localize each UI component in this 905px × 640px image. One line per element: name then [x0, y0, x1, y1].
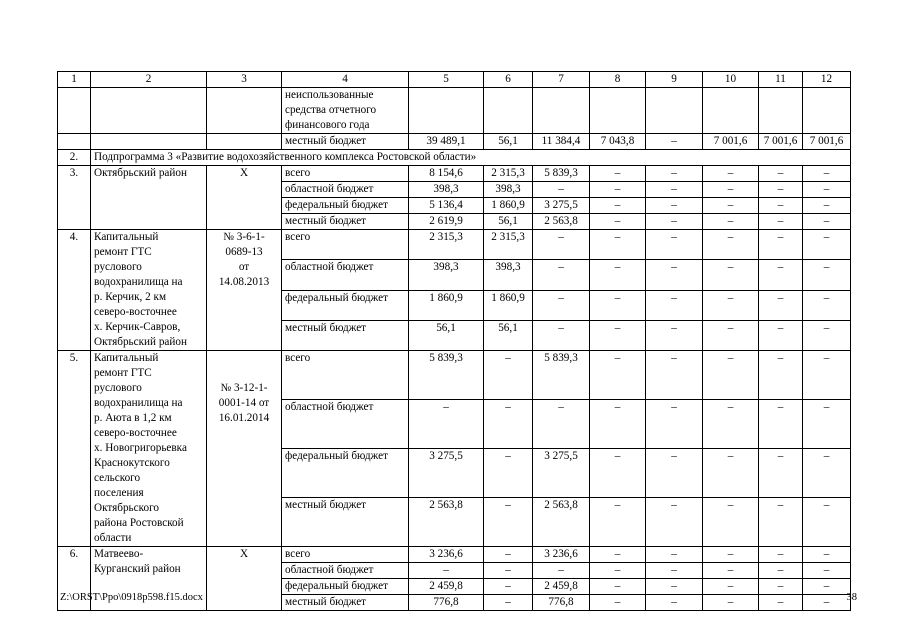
table-cell	[58, 134, 91, 150]
document-ref	[207, 166, 282, 230]
document-ref-line	[210, 351, 278, 366]
column-header: 12	[803, 72, 851, 88]
table-cell	[590, 88, 646, 134]
value-cell: –	[646, 260, 703, 290]
value-cell: 39 489,1	[409, 134, 484, 150]
column-header: 3	[207, 72, 282, 88]
value-cell: 5 839,3	[409, 351, 484, 400]
value-cell: 2 459,8	[409, 579, 484, 595]
value-cell: –	[803, 182, 851, 198]
budget-label: областной бюджет	[282, 260, 409, 290]
table-row	[58, 547, 851, 563]
value-cell: –	[703, 498, 759, 547]
column-header: 5	[409, 72, 484, 88]
value-cell: –	[590, 449, 646, 498]
document-ref-line: 16.01.2014	[218, 412, 270, 424]
value-cell: –	[484, 595, 533, 611]
value-cell: –	[759, 320, 803, 350]
value-cell: –	[703, 563, 759, 579]
table-cell	[207, 134, 282, 150]
column-header: 1	[58, 72, 91, 88]
object-name-line: Октябрьский район	[94, 167, 187, 179]
value-cell: –	[646, 230, 703, 260]
value-cell: –	[703, 290, 759, 320]
value-cell: –	[484, 547, 533, 563]
value-cell: –	[803, 230, 851, 260]
document-ref-line: № 3-6-1-	[223, 231, 265, 243]
value-cell: –	[646, 198, 703, 214]
document-ref	[207, 547, 282, 611]
value-cell: 2 315,3	[484, 166, 533, 182]
table-body	[58, 72, 851, 611]
value-cell: –	[590, 290, 646, 320]
column-header: 7	[533, 72, 590, 88]
value-cell: 2 563,8	[409, 498, 484, 547]
value-cell: 3 236,6	[409, 547, 484, 563]
row-number: 4.	[58, 230, 91, 351]
value-cell: –	[646, 166, 703, 182]
object-name-line: руслового	[94, 382, 142, 394]
value-cell: 776,8	[533, 595, 590, 611]
budget-label: всего	[282, 166, 409, 182]
table-cell	[409, 88, 484, 134]
document-ref-line: 14.08.2013	[218, 276, 270, 288]
value-cell: –	[703, 182, 759, 198]
value-cell: –	[590, 166, 646, 182]
row-description	[282, 88, 409, 134]
value-cell: 3 275,5	[409, 449, 484, 498]
value-cell: –	[803, 563, 851, 579]
value-cell: –	[703, 198, 759, 214]
value-cell: –	[703, 547, 759, 563]
column-header: 10	[703, 72, 759, 88]
column-header: 6	[484, 72, 533, 88]
row-description-line: финансового года	[285, 119, 370, 131]
column-header: 9	[646, 72, 703, 88]
value-cell: –	[759, 214, 803, 230]
header-row	[58, 72, 851, 88]
value-cell: –	[703, 595, 759, 611]
table-cell	[533, 88, 590, 134]
value-cell: 56,1	[484, 320, 533, 350]
row-description-line: средства отчетного	[285, 104, 377, 116]
value-cell: –	[484, 400, 533, 449]
budget-label: федеральный бюджет	[282, 198, 409, 214]
object-name-line: х. Керчик-Савров,	[94, 321, 181, 333]
document-ref-line	[210, 366, 278, 381]
value-cell: –	[803, 351, 851, 400]
value-cell: –	[646, 595, 703, 611]
object-name-line: Капитальный	[94, 352, 159, 364]
value-cell: 7 001,6	[759, 134, 803, 150]
budget-label: всего	[282, 547, 409, 563]
value-cell: 398,3	[484, 182, 533, 198]
value-cell: –	[590, 498, 646, 547]
value-cell: –	[533, 182, 590, 198]
value-cell: –	[590, 182, 646, 198]
value-cell: –	[484, 579, 533, 595]
value-cell: –	[703, 351, 759, 400]
value-cell: –	[646, 547, 703, 563]
budget-label: местный бюджет	[282, 134, 409, 150]
value-cell: 3 275,5	[533, 198, 590, 214]
object-name-line: р. Керчик, 2 км	[94, 291, 167, 303]
budget-label: областной бюджет	[282, 182, 409, 198]
value-cell: –	[646, 563, 703, 579]
value-cell: 5 839,3	[533, 166, 590, 182]
object-name-line: района Ростовской	[94, 517, 184, 529]
value-cell: –	[646, 320, 703, 350]
value-cell: 1 860,9	[484, 198, 533, 214]
value-cell: –	[590, 351, 646, 400]
value-cell: –	[646, 579, 703, 595]
value-cell: –	[590, 260, 646, 290]
value-cell: –	[646, 182, 703, 198]
value-cell: 398,3	[484, 260, 533, 290]
value-cell: –	[703, 449, 759, 498]
value-cell: –	[803, 166, 851, 182]
table-cell	[91, 134, 207, 150]
budget-label: всего	[282, 351, 409, 400]
table-row	[58, 166, 851, 182]
table-row	[58, 351, 851, 400]
value-cell: 1 860,9	[484, 290, 533, 320]
value-cell: –	[646, 290, 703, 320]
value-cell: –	[803, 320, 851, 350]
value-cell: 7 001,6	[703, 134, 759, 150]
value-cell: –	[703, 320, 759, 350]
value-cell: –	[803, 198, 851, 214]
budget-label: областной бюджет	[282, 400, 409, 449]
row-number: 2.	[58, 150, 91, 166]
budget-label: федеральный бюджет	[282, 579, 409, 595]
value-cell: 56,1	[484, 214, 533, 230]
value-cell: 5 839,3	[533, 351, 590, 400]
table-cell	[646, 88, 703, 134]
value-cell: 2 563,8	[533, 214, 590, 230]
value-cell: –	[759, 449, 803, 498]
value-cell: –	[590, 214, 646, 230]
value-cell: 3 275,5	[533, 449, 590, 498]
value-cell: –	[409, 563, 484, 579]
object-name-line: сельского	[94, 472, 141, 484]
object-name-line: северо-восточнее	[94, 306, 177, 318]
value-cell: 2 315,3	[484, 230, 533, 260]
value-cell: –	[646, 400, 703, 449]
object-name-line: ремонт ГТС	[94, 246, 152, 258]
subprogram-title: Подпрограмма 3 «Развитие водохозяйственного комплекса Ростовской области»	[91, 150, 851, 166]
value-cell: –	[759, 230, 803, 260]
table-cell	[91, 88, 207, 134]
column-header: 8	[590, 72, 646, 88]
value-cell: 398,3	[409, 182, 484, 198]
object-name-line: х. Новогригорьевка	[94, 442, 187, 454]
value-cell: –	[703, 166, 759, 182]
object-name-line: Краснокутского	[94, 457, 170, 469]
value-cell: 56,1	[484, 134, 533, 150]
value-cell: –	[590, 400, 646, 449]
value-cell: –	[803, 290, 851, 320]
value-cell: –	[646, 351, 703, 400]
value-cell: –	[484, 449, 533, 498]
value-cell: –	[703, 579, 759, 595]
document-ref-line: № 3-12-1-	[220, 382, 268, 394]
table-cell	[484, 88, 533, 134]
value-cell: 398,3	[409, 260, 484, 290]
value-cell: 11 384,4	[533, 134, 590, 150]
budget-label: местный бюджет	[282, 595, 409, 611]
budget-label: областной бюджет	[282, 563, 409, 579]
value-cell: –	[590, 563, 646, 579]
value-cell: –	[590, 579, 646, 595]
value-cell: –	[533, 400, 590, 449]
value-cell: –	[803, 498, 851, 547]
object-name	[91, 166, 207, 230]
column-header: 11	[759, 72, 803, 88]
document-ref	[207, 230, 282, 351]
value-cell: –	[533, 260, 590, 290]
value-cell: –	[646, 134, 703, 150]
table-row	[58, 230, 851, 260]
object-name-line: Матвеево-	[94, 548, 144, 560]
object-name-line: руслового	[94, 261, 142, 273]
object-name-line: ремонт ГТС	[94, 367, 152, 379]
value-cell: 2 619,9	[409, 214, 484, 230]
page-number: 38	[846, 592, 857, 603]
object-name-line: Капитальный	[94, 231, 159, 243]
budget-label: всего	[282, 230, 409, 260]
table-row	[58, 134, 851, 150]
value-cell: –	[590, 320, 646, 350]
value-cell: –	[484, 351, 533, 400]
file-path: Z:\ORST\Ppo\0918p598.f15.docx	[60, 592, 203, 603]
table-cell	[58, 88, 91, 134]
table-cell	[207, 88, 282, 134]
object-name-line: водохранилища на	[94, 397, 183, 409]
document-ref-line: 0689-13	[225, 246, 263, 258]
value-cell: 56,1	[409, 320, 484, 350]
value-cell: –	[803, 214, 851, 230]
table-cell	[759, 88, 803, 134]
value-cell: –	[646, 498, 703, 547]
budget-label: местный бюджет	[282, 320, 409, 350]
value-cell: –	[759, 595, 803, 611]
value-cell: –	[533, 290, 590, 320]
value-cell: –	[703, 260, 759, 290]
budget-label: местный бюджет	[282, 214, 409, 230]
document-ref-line: 0001-14 от	[218, 397, 270, 409]
value-cell: –	[590, 230, 646, 260]
value-cell: –	[533, 563, 590, 579]
table-cell	[703, 88, 759, 134]
object-name-line: Октябрьского	[94, 502, 159, 514]
value-cell: –	[703, 230, 759, 260]
value-cell: –	[759, 182, 803, 198]
value-cell: –	[590, 595, 646, 611]
object-name-line: области	[94, 532, 132, 544]
value-cell: –	[759, 198, 803, 214]
value-cell: –	[759, 579, 803, 595]
value-cell: –	[803, 547, 851, 563]
object-name	[91, 351, 207, 547]
value-cell: 2 315,3	[409, 230, 484, 260]
value-cell: –	[759, 563, 803, 579]
value-cell: –	[533, 320, 590, 350]
value-cell: 8 154,6	[409, 166, 484, 182]
row-description-line: неиспользованные	[285, 89, 374, 101]
object-name-line: Курганский район	[94, 563, 181, 575]
value-cell: –	[409, 400, 484, 449]
value-cell: –	[484, 563, 533, 579]
value-cell: –	[533, 230, 590, 260]
value-cell: 7 001,6	[803, 134, 851, 150]
value-cell: –	[590, 198, 646, 214]
document-ref-line: Х	[239, 167, 249, 179]
table-row	[58, 88, 851, 134]
document-ref	[207, 351, 282, 547]
column-header: 2	[91, 72, 207, 88]
value-cell: –	[803, 595, 851, 611]
value-cell: –	[759, 290, 803, 320]
value-cell: –	[484, 498, 533, 547]
value-cell: 2 563,8	[533, 498, 590, 547]
value-cell: –	[759, 351, 803, 400]
value-cell: 2 459,8	[533, 579, 590, 595]
value-cell: –	[759, 260, 803, 290]
subprogram-row	[58, 150, 851, 166]
column-header: 4	[282, 72, 409, 88]
row-number: 5.	[58, 351, 91, 547]
value-cell: –	[803, 260, 851, 290]
value-cell: 1 860,9	[409, 290, 484, 320]
object-name	[91, 230, 207, 351]
budget-label: федеральный бюджет	[282, 290, 409, 320]
document-ref-line: Х	[239, 548, 249, 560]
value-cell: –	[703, 214, 759, 230]
object-name-line: р. Аюта в 1,2 км	[94, 412, 172, 424]
row-number: 6.	[58, 547, 91, 611]
budget-label: федеральный бюджет	[282, 449, 409, 498]
value-cell: 776,8	[409, 595, 484, 611]
value-cell: –	[590, 547, 646, 563]
value-cell: –	[759, 547, 803, 563]
row-number: 3.	[58, 166, 91, 230]
value-cell: –	[759, 400, 803, 449]
value-cell: –	[646, 449, 703, 498]
value-cell: –	[803, 449, 851, 498]
value-cell: 5 136,4	[409, 198, 484, 214]
value-cell: –	[646, 214, 703, 230]
budget-label: местный бюджет	[282, 498, 409, 547]
object-name-line: водохранилища на	[94, 276, 183, 288]
value-cell: –	[803, 579, 851, 595]
value-cell: –	[703, 400, 759, 449]
object-name-line: поселения	[94, 487, 144, 499]
object-name-line: Октябрьский район	[94, 336, 187, 348]
value-cell: –	[759, 498, 803, 547]
value-cell: 3 236,6	[533, 547, 590, 563]
value-cell: 7 043,8	[590, 134, 646, 150]
value-cell: –	[803, 400, 851, 449]
table-cell	[803, 88, 851, 134]
value-cell: –	[759, 166, 803, 182]
budget-table	[57, 71, 851, 611]
document-ref-line: от	[238, 261, 250, 273]
object-name-line: северо-восточнее	[94, 427, 177, 439]
